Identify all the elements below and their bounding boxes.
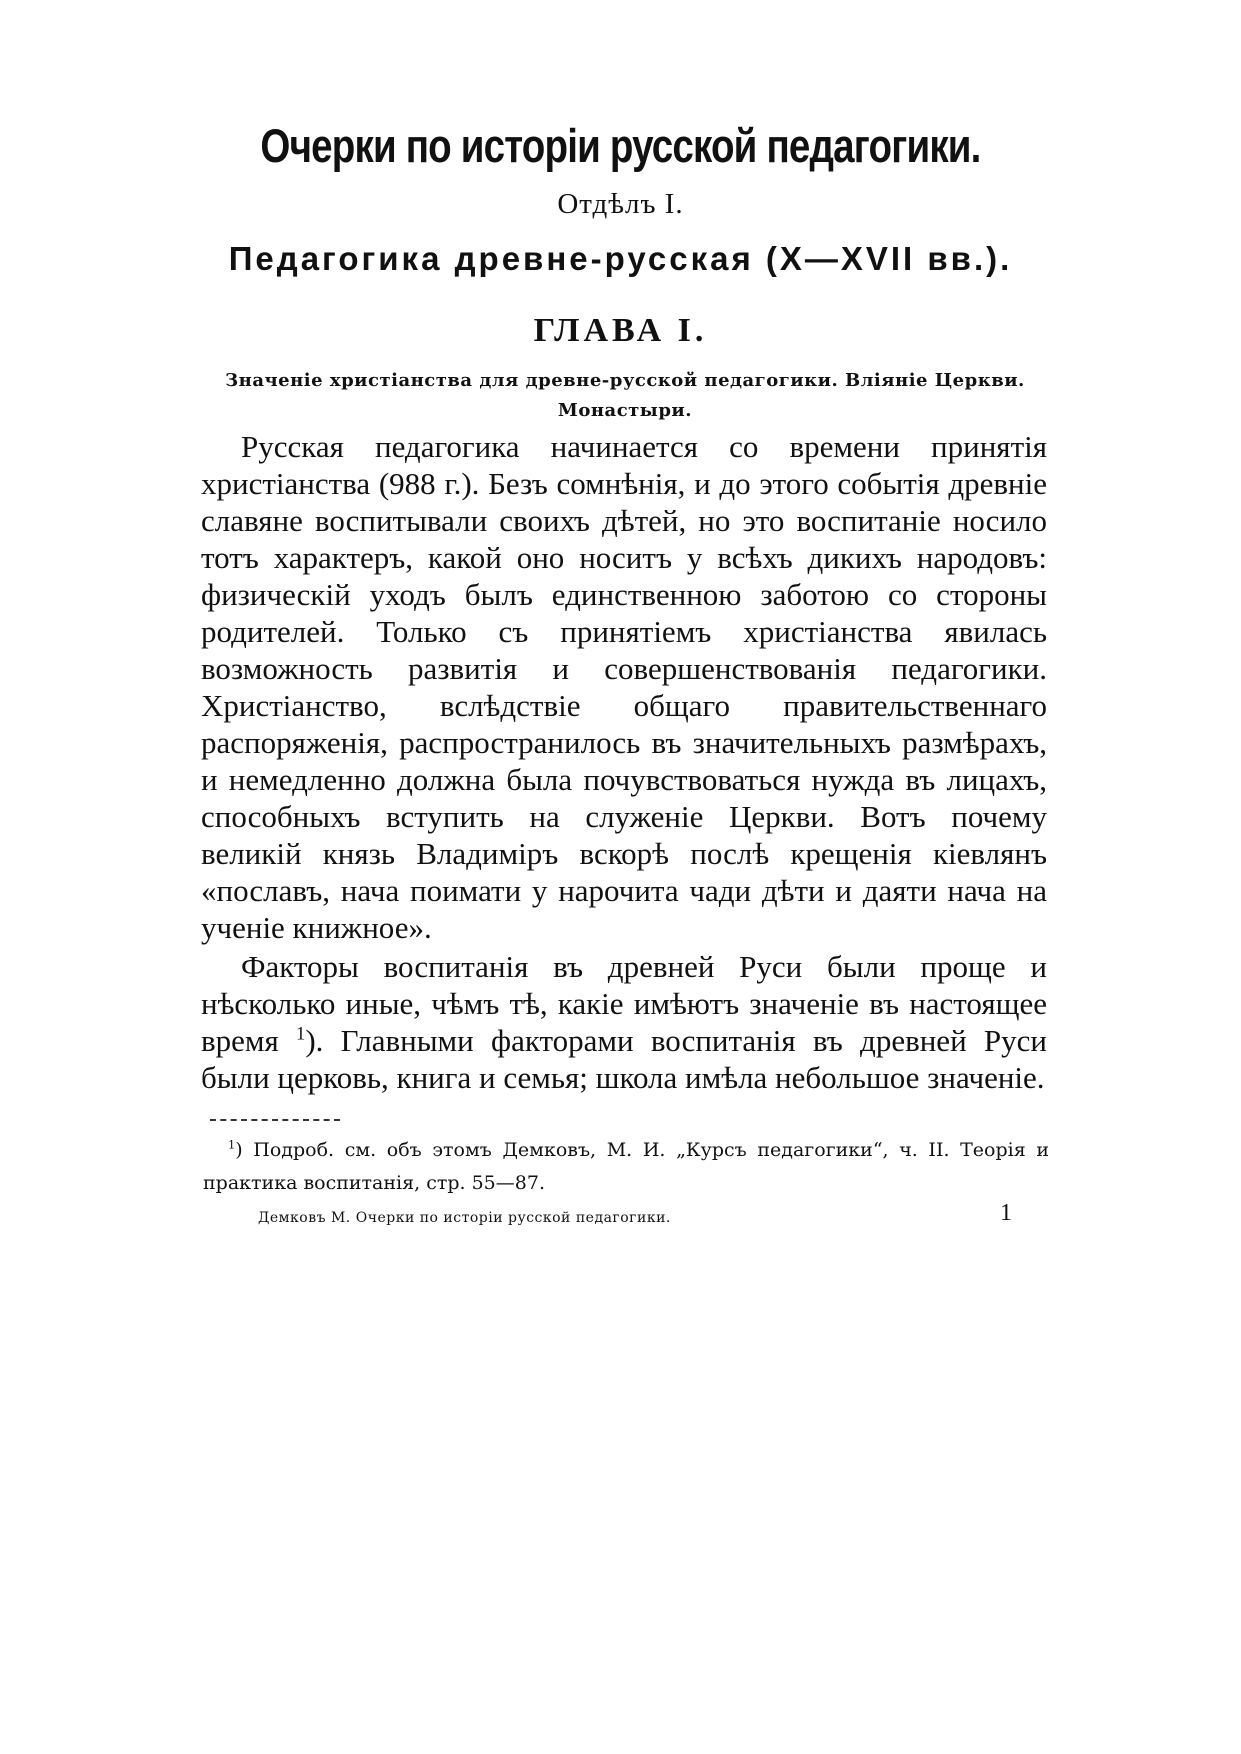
paragraph-text: Факторы воспитанія въ древней Руси были проще и нѣсколько иные, чѣмъ тѣ, какіе имѣютъ значеніе въ настоящее время — [201, 949, 1047, 1058]
paragraph: Русская педагогика начинается со времени принятія христіанства (988 г.). Безъ сомнѣнія, и до этого событія древніе славяне воспитывали своихъ дѣтей, но это воспитаніе носило тотъ характеръ, какой оно носитъ у всѣхъ дикихъ народовъ: физическій уходъ былъ единственною заботою со стороны родителей. Только съ принятіемъ христіанства явилась возможность развитія и совершенствованія педагогики. Христіанство, вслѣдствіе общаго правительственнаго распоряженія, распространилось въ значительныхъ размѣрахъ, и немедленно должна была почувствоваться нужда въ лицахъ, способныхъ вступить на служеніе Церкви. Вотъ почему великій князь Владиміръ вскорѣ послѣ крещенія кіевлянъ «пославъ, нача поимати у нарочита чади дѣти и даяти нача на ученіе книжное». — [201, 429, 1047, 945]
chapter-heading: ГЛАВА I. — [533, 312, 708, 349]
sheet-number: 1 — [1000, 1200, 1012, 1226]
paragraph-text: ). Главными факторами воспитанія въ древней Руси были церковь, книга и семья; школа имѣла небольшое значеніе. — [201, 1023, 1048, 1095]
section-subtitle: Педагогика древне-русская (X—XVII вв.). — [228, 240, 1013, 277]
footnote-divider — [210, 1119, 340, 1121]
body-text — [201, 428, 1047, 1096]
footnote-marker: 1 — [228, 1137, 236, 1152]
footnote-text: Подроб. см. объ этомъ Демковъ, М. И. „Курсъ педагогики“, ч. II. Теорія и практика воспитанія, стр. 55—87. — [203, 1139, 1049, 1194]
printer-signature: Демковъ М. Очерки по исторіи русской педагогики. — [258, 1210, 671, 1226]
section-label: Отдѣлъ I. — [557, 188, 684, 220]
footnote: $^1$) Подроб. см. объ этомъ Демковъ, М. И. „Курсъ педагогики“, ч. II. Теорія и практика воспитанія, стр. 55—87. — [203, 1137, 1049, 1194]
page-title: Очерки по исторіи русской педагогики. — [260, 119, 981, 172]
paragraph — [201, 948, 1047, 1096]
footnote-reference: 1 — [296, 1023, 306, 1045]
chapter-description: Значеніе христіанства для древне-русской педагогики. Вліяніе Церкви. Монастыри. — [225, 370, 1025, 421]
